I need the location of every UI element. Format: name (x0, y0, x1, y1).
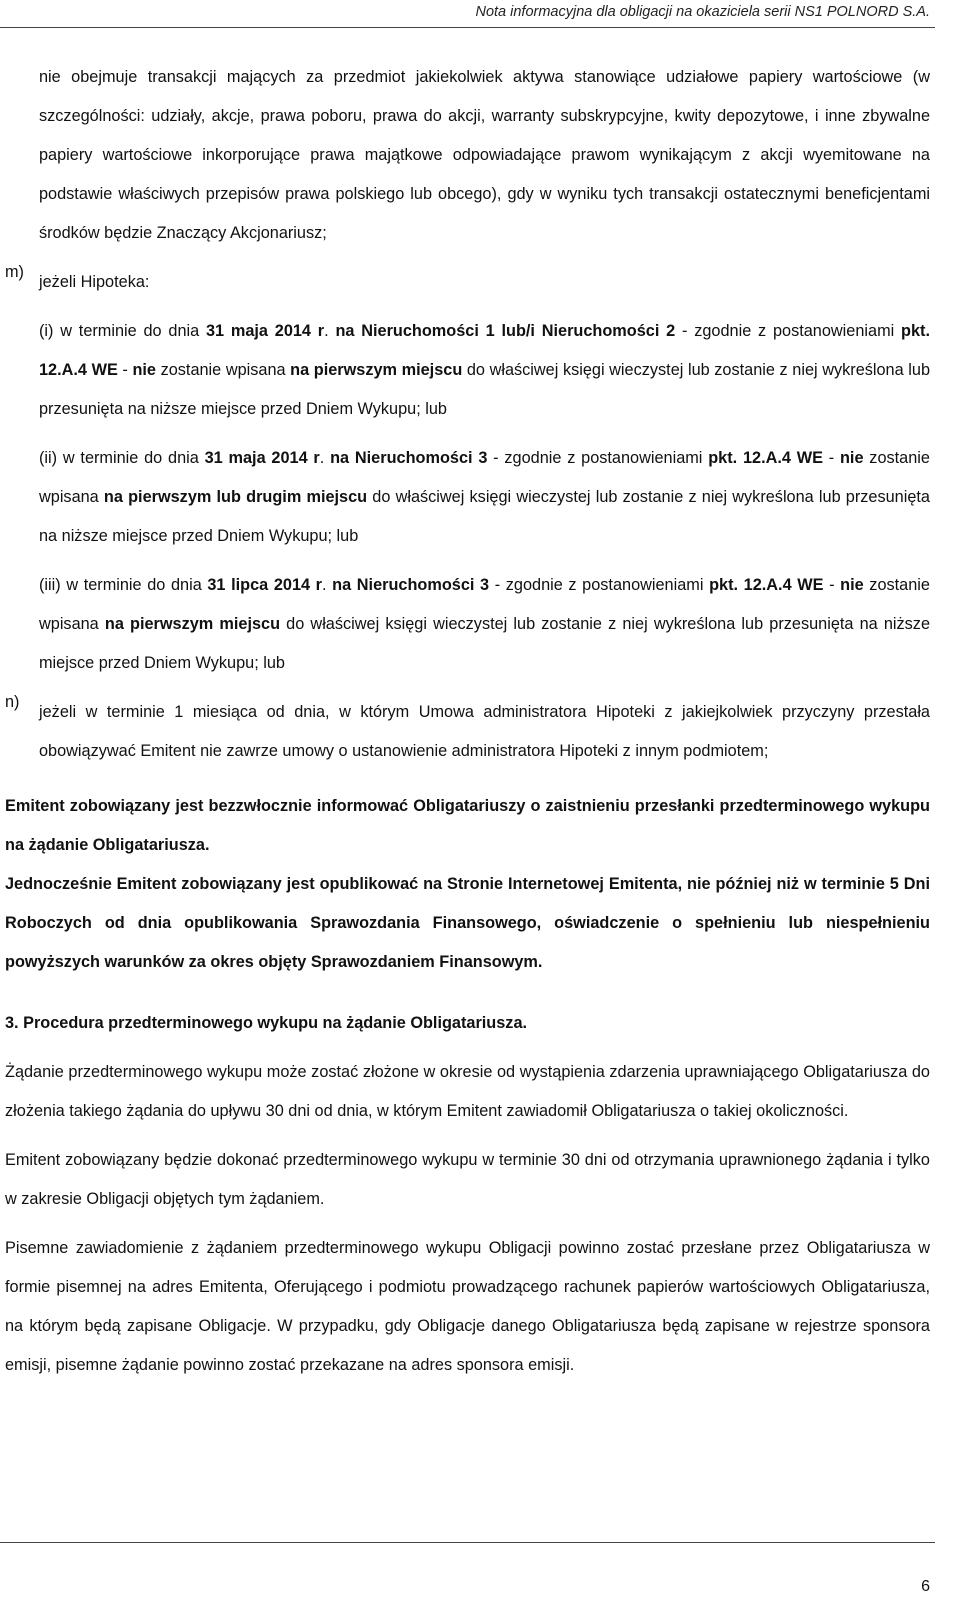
item-n (5, 693, 930, 771)
item-n-text: jeżeli w terminie 1 miesiąca od dnia, w którym Umowa administratora Hipoteki z jakiejkolwiek przyczyny przestała obowiązywać Emitent nie zawrze umowy o ustanowienie administratora Hipoteki z innym podmiotem; (39, 703, 930, 760)
document-header: Nota informacyjna dla obligacji na okaziciela serii NS1 POLNORD S.A. (475, 4, 930, 20)
procedure-paragraph-2: Emitent zobowiązany będzie dokonać przedterminowego wykupu w terminie 30 dni od otrzymania uprawnionego żądania i tylko w zakresie Obligacji objętych tym żądaniem. (5, 1151, 930, 1208)
subitem-i: (i) w terminie do dnia 31 maja 2014 r. na Nieruchomości 1 lub/i Nieruchomości 2 - zgodnie z postanowieniami pkt. 12.A.4 WE - nie zostanie wpisana na pierwszym miejscu do właściwej księgi wieczystej lub zostanie z niej wykreślona lub przesunięta na niższe miejsce przed Dniem Wykupu; lub (39, 322, 930, 418)
footer-divider (0, 1542, 935, 1543)
publication-obligation-paragraph: Jednocześnie Emitent zobowiązany jest opublikować na Stronie Internetowej Emitenta, nie później niż w terminie 5 Dni Roboczych od dnia opublikowania Sprawozdania Finansowego, oświadczenie o spełnieniu lub niespełnieniu powyższych warunków za okres objęty Sprawozdaniem Finansowym. (5, 875, 930, 971)
procedure-paragraph-1: Żądanie przedterminowego wykupu może zostać złożone w okresie od wystąpienia zdarzenia uprawniającego Obligatariusza do złożenia takiego żądania do upływu 30 dni od dnia, w którym Emitent zawiadomił Obligatariusza o takiej okoliczności. (5, 1063, 930, 1120)
procedure-paragraph-3: Pisemne zawiadomienie z żądaniem przedterminowego wykupu Obligacji powinno zostać przesłane przez Obligatariusza w formie pisemnej na adres Emitenta, Oferującego i podmiotu prowadzącego rachunek papierów wartościowych Obligatariusza, na którym będą zapisane Obligacje. W przypadku, gdy Obligacje danego Obligatariusza będą zapisane w rejestrze sponsora emisji, pisemne żądanie powinno zostać przekazane na adres sponsora emisji. (5, 1239, 930, 1374)
item-n-label: n) (5, 693, 20, 711)
page-number: 6 (921, 1578, 930, 1595)
header-divider (0, 27, 935, 28)
item-m (5, 263, 930, 302)
item-m-text: jeżeli Hipoteka: (39, 273, 150, 291)
item-m-label: m) (5, 263, 24, 281)
document-body (5, 58, 930, 1385)
item-l-continuation: nie obejmuje transakcji mających za przedmiot jakiekolwiek aktywa stanowiące udziałowe papiery wartościowe (w szczególności: udziały, akcje, prawa poboru, prawa do akcji, warranty subskrypcyjne, kwity depozytowe, i inne zbywalne papiery wartościowe inkorporujące prawa majątkowe odpowiadające prawom wynikającym z akcji wyemitowane na podstawie właściwych przepisów prawa polskiego lub obcego), gdy w wyniku tych transakcji ostatecznymi beneficjentami środków będzie Znaczący Akcjonariusz; (39, 68, 930, 242)
emitent-obligation-paragraph: Emitent zobowiązany jest bezzwłocznie informować Obligatariuszy o zaistnieniu przesłanki przedterminowego wykupu na żądanie Obligatariusza. (5, 797, 930, 854)
subitem-iii: (iii) w terminie do dnia 31 lipca 2014 r. na Nieruchomości 3 - zgodnie z postanowieniami pkt. 12.A.4 WE - nie zostanie wpisana na pierwszym miejscu do właściwej księgi wieczystej lub zostanie z niej wykreślona lub przesunięta na niższe miejsce przed Dniem Wykupu; lub (39, 576, 930, 672)
subitem-ii: (ii) w terminie do dnia 31 maja 2014 r. na Nieruchomości 3 - zgodnie z postanowieniami pkt. 12.A.4 WE - nie zostanie wpisana na pierwszym lub drugim miejscu do właściwej księgi wieczystej lub zostanie z niej wykreślona lub przesunięta na niższe miejsce przed Dniem Wykupu; lub (39, 449, 930, 545)
section-3-heading: 3. Procedura przedterminowego wykupu na żądanie Obligatariusza. (5, 1014, 528, 1032)
